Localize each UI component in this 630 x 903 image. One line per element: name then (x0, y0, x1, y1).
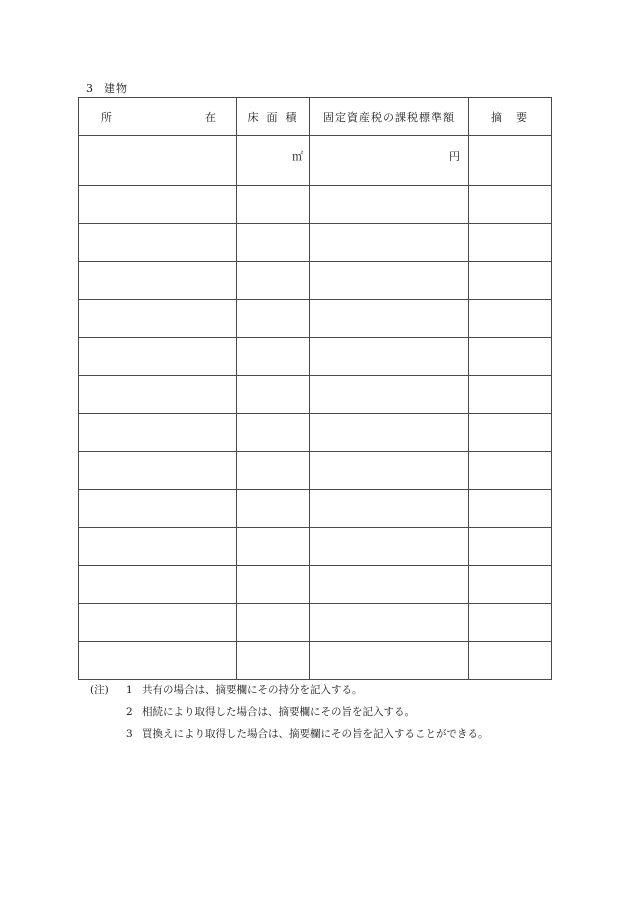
location-cell[interactable] (79, 136, 237, 186)
floor-area-cell[interactable] (237, 376, 310, 414)
building-table (78, 97, 552, 680)
remarks-cell[interactable] (469, 136, 552, 186)
tax-standard-cell[interactable] (310, 224, 469, 262)
floor-area-cell[interactable] (237, 224, 310, 262)
remarks-cell[interactable] (469, 186, 552, 224)
yen-unit: 円 (449, 150, 460, 163)
location-cell[interactable] (79, 300, 237, 338)
floor-area-cell[interactable] (237, 300, 310, 338)
location-cell[interactable] (79, 604, 237, 642)
table-row (79, 338, 552, 376)
note-number: 1 (126, 684, 133, 696)
remarks-cell[interactable] (469, 604, 552, 642)
section-title-text: 建物 (104, 82, 128, 95)
table-row (79, 224, 552, 262)
section-title (86, 80, 128, 96)
notes (90, 679, 489, 745)
note-text: 買換えにより取得した場合は、摘要欄にその旨を記入することができる。 (142, 728, 489, 740)
floor-area-cell[interactable] (237, 566, 310, 604)
tax-standard-cell[interactable] (310, 414, 469, 452)
remarks-cell[interactable] (469, 224, 552, 262)
remarks-cell[interactable] (469, 414, 552, 452)
floor-area-cell[interactable] (237, 642, 310, 680)
floor-area-cell[interactable] (237, 136, 310, 186)
location-cell[interactable] (79, 224, 237, 262)
note-item (90, 679, 489, 701)
floor-area-cell[interactable] (237, 186, 310, 224)
header-row (79, 98, 552, 136)
tax-standard-cell[interactable] (310, 452, 469, 490)
tax-standard-cell[interactable] (310, 136, 469, 186)
notes-label: (注) (90, 684, 109, 696)
table-row (79, 300, 552, 338)
location-cell[interactable] (79, 452, 237, 490)
note-number: 3 (126, 728, 133, 740)
tax-standard-cell[interactable] (310, 566, 469, 604)
floor-area-cell[interactable] (237, 490, 310, 528)
tax-standard-cell[interactable] (310, 262, 469, 300)
remarks-cell[interactable] (469, 452, 552, 490)
floor-area-cell[interactable] (237, 452, 310, 490)
note-item (90, 723, 489, 745)
note-text: 相続により取得した場合は、摘要欄にその旨を記入する。 (142, 706, 415, 718)
header-location-left: 所 (101, 110, 112, 124)
floor-area-cell[interactable] (237, 528, 310, 566)
table-row (79, 136, 552, 186)
tax-standard-cell[interactable] (310, 338, 469, 376)
header-remarks: 摘要 (469, 98, 552, 136)
location-cell[interactable] (79, 262, 237, 300)
note-number: 2 (126, 706, 133, 718)
remarks-cell[interactable] (469, 642, 552, 680)
floor-area-cell[interactable] (237, 604, 310, 642)
remarks-cell[interactable] (469, 338, 552, 376)
table-row (79, 376, 552, 414)
remarks-cell[interactable] (469, 262, 552, 300)
location-cell[interactable] (79, 376, 237, 414)
tax-standard-cell[interactable] (310, 642, 469, 680)
tax-standard-cell[interactable] (310, 186, 469, 224)
location-cell[interactable] (79, 490, 237, 528)
table-row (79, 262, 552, 300)
tax-standard-cell[interactable] (310, 490, 469, 528)
table-row (79, 642, 552, 680)
remarks-cell[interactable] (469, 490, 552, 528)
location-cell[interactable] (79, 642, 237, 680)
header-floor-area: 床面積 (237, 98, 310, 136)
tax-standard-cell[interactable] (310, 528, 469, 566)
remarks-cell[interactable] (469, 566, 552, 604)
header-tax-standard: 固定資産税の課税標準額 (310, 98, 469, 136)
remarks-cell[interactable] (469, 376, 552, 414)
section-number: 3 (86, 82, 94, 95)
floor-area-cell[interactable] (237, 338, 310, 376)
floor-area-cell[interactable] (237, 262, 310, 300)
note-item (90, 701, 489, 723)
table-row (79, 414, 552, 452)
location-cell[interactable] (79, 528, 237, 566)
header-location-right: 在 (205, 110, 216, 124)
location-cell[interactable] (79, 338, 237, 376)
table-row (79, 604, 552, 642)
tax-standard-cell[interactable] (310, 300, 469, 338)
header-location (79, 98, 237, 136)
remarks-cell[interactable] (469, 528, 552, 566)
floor-area-cell[interactable] (237, 414, 310, 452)
location-cell[interactable] (79, 566, 237, 604)
area-unit: ㎡ (292, 150, 303, 163)
remarks-cell[interactable] (469, 300, 552, 338)
table-row (79, 490, 552, 528)
location-cell[interactable] (79, 186, 237, 224)
table-row (79, 186, 552, 224)
tax-standard-cell[interactable] (310, 376, 469, 414)
tax-standard-cell[interactable] (310, 604, 469, 642)
table-row (79, 566, 552, 604)
table-row (79, 452, 552, 490)
note-text: 共有の場合は、摘要欄にその持分を記入する。 (142, 684, 363, 696)
table-row (79, 528, 552, 566)
location-cell[interactable] (79, 414, 237, 452)
